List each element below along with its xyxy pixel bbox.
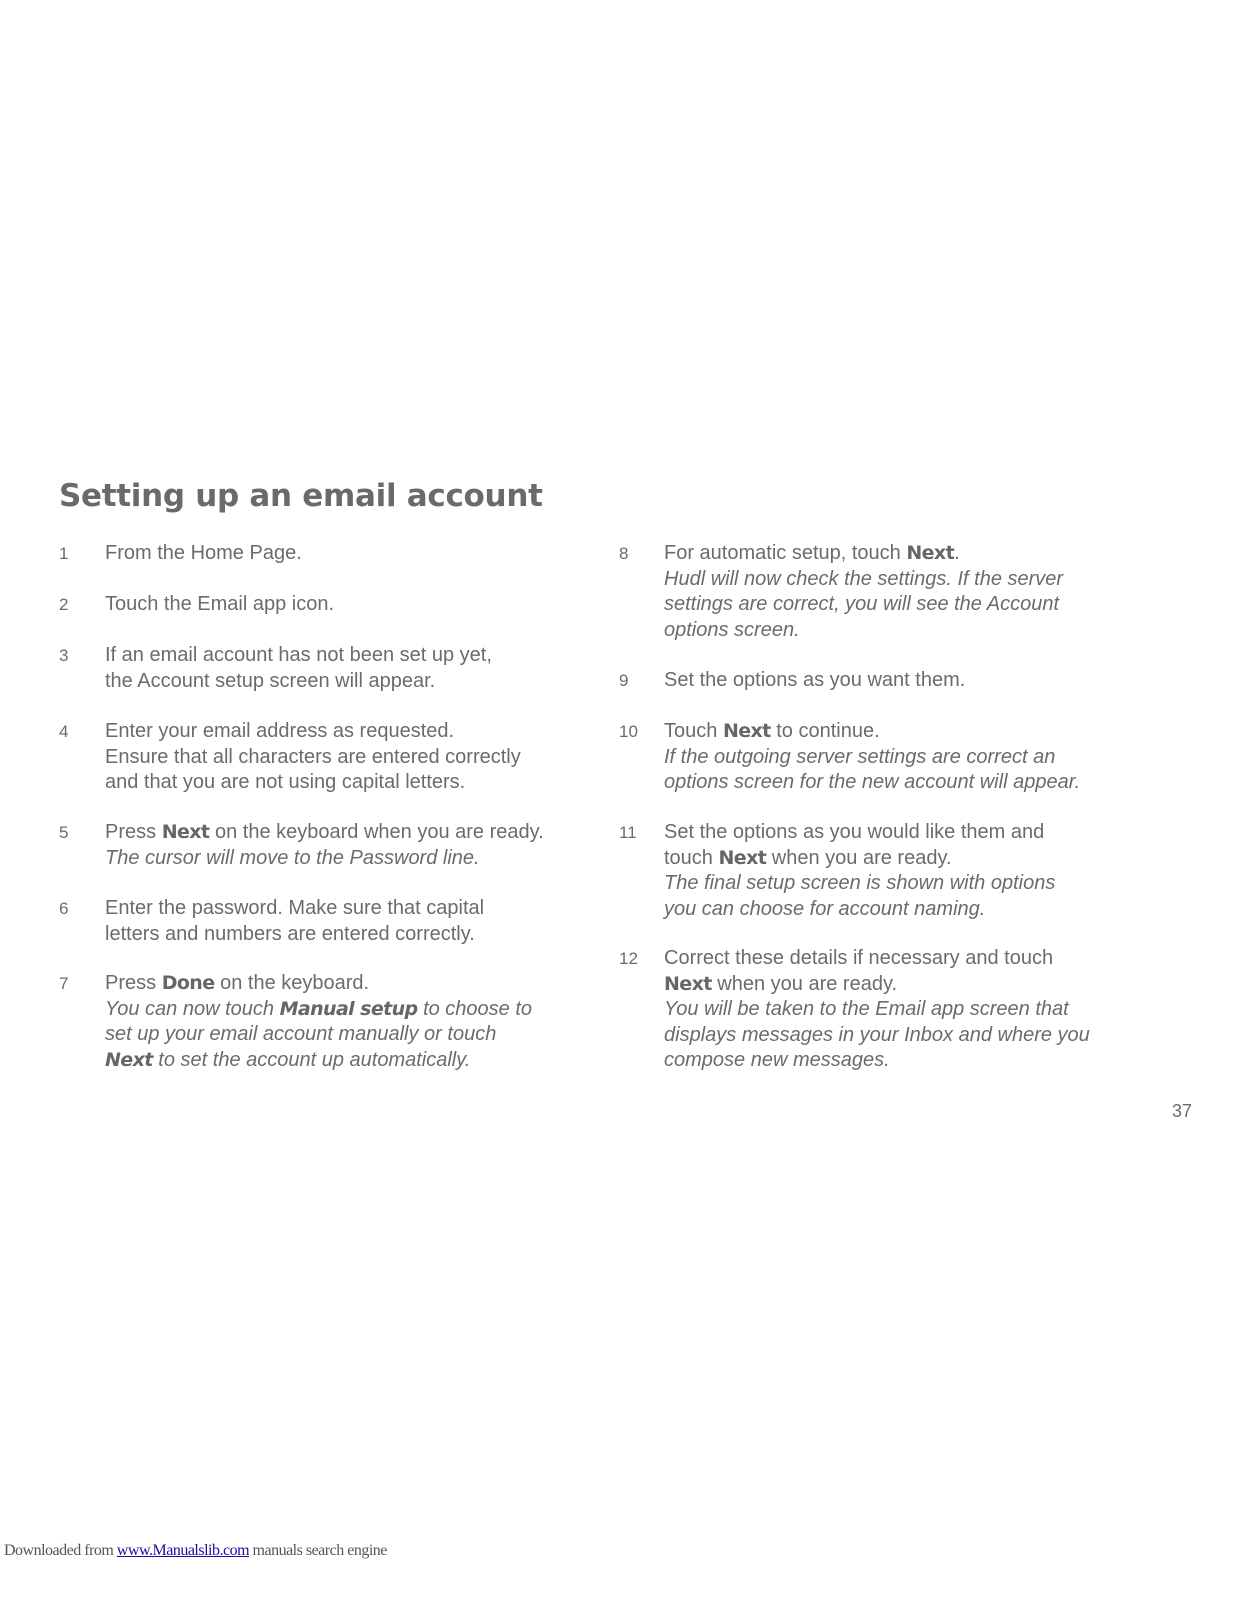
step-text: Set the options as you would like them and touch Next when you are ready. The final setup screen is shown with options you can choose for account naming. (664, 821, 1056, 920)
step-number: 8 (619, 544, 629, 563)
page-number: 37 (1172, 1101, 1193, 1121)
step-text: Enter your email address as requested. Ensure that all characters are entered correctly and that you are not using capital letters. (105, 720, 521, 793)
step-text: Correct these details if necessary and touch Next when you are ready. You will be taken to the Email app screen that displays messages in your Inbox and where you compose new messages. (664, 947, 1090, 1071)
step-text: Touch the Email app icon. (105, 593, 335, 615)
footer-suffix: manuals search engine (249, 1542, 387, 1559)
step-number: 10 (619, 722, 638, 741)
footer-prefix: Downloaded from (4, 1542, 117, 1559)
page-title: Setting up an email account (59, 478, 543, 514)
step-text: Set the options as you want them. (664, 669, 966, 691)
step-text: Press Done on the keyboard. You can now touch Manual setup to choose to set up your email account manually or touch Next to set the account up automatically. (105, 972, 533, 1071)
step-number: 12 (619, 949, 638, 968)
step-text: Enter the password. Make sure that capital letters and numbers are entered correctly. (105, 897, 485, 945)
manualslib-link[interactable]: www.Manualslib.com (116, 1542, 250, 1559)
step-text: Press Next on the keyboard when you are ready. The cursor will move to the Password line. (105, 821, 544, 869)
step-number: 5 (59, 823, 69, 842)
step-text: For automatic setup, touch Next. Hudl will now check the settings. If the server settings are correct, you will see the Account options screen. (664, 542, 1064, 641)
step-number: 11 (619, 823, 637, 842)
step-number: 6 (59, 899, 69, 918)
step-number: 3 (59, 646, 69, 665)
step-number: 2 (59, 595, 69, 614)
step-number: 7 (59, 974, 69, 993)
download-footer (4, 1542, 387, 1560)
step-text: If an email account has not been set up yet, the Account setup screen will appear. (105, 644, 492, 692)
step-number: 4 (59, 722, 69, 741)
step-number: 9 (619, 671, 629, 690)
step-text: Touch Next to continue. If the outgoing server settings are correct an options screen for the new account will appear. (664, 720, 1081, 793)
step-number: 1 (59, 544, 69, 563)
step-text: From the Home Page. (105, 542, 302, 564)
